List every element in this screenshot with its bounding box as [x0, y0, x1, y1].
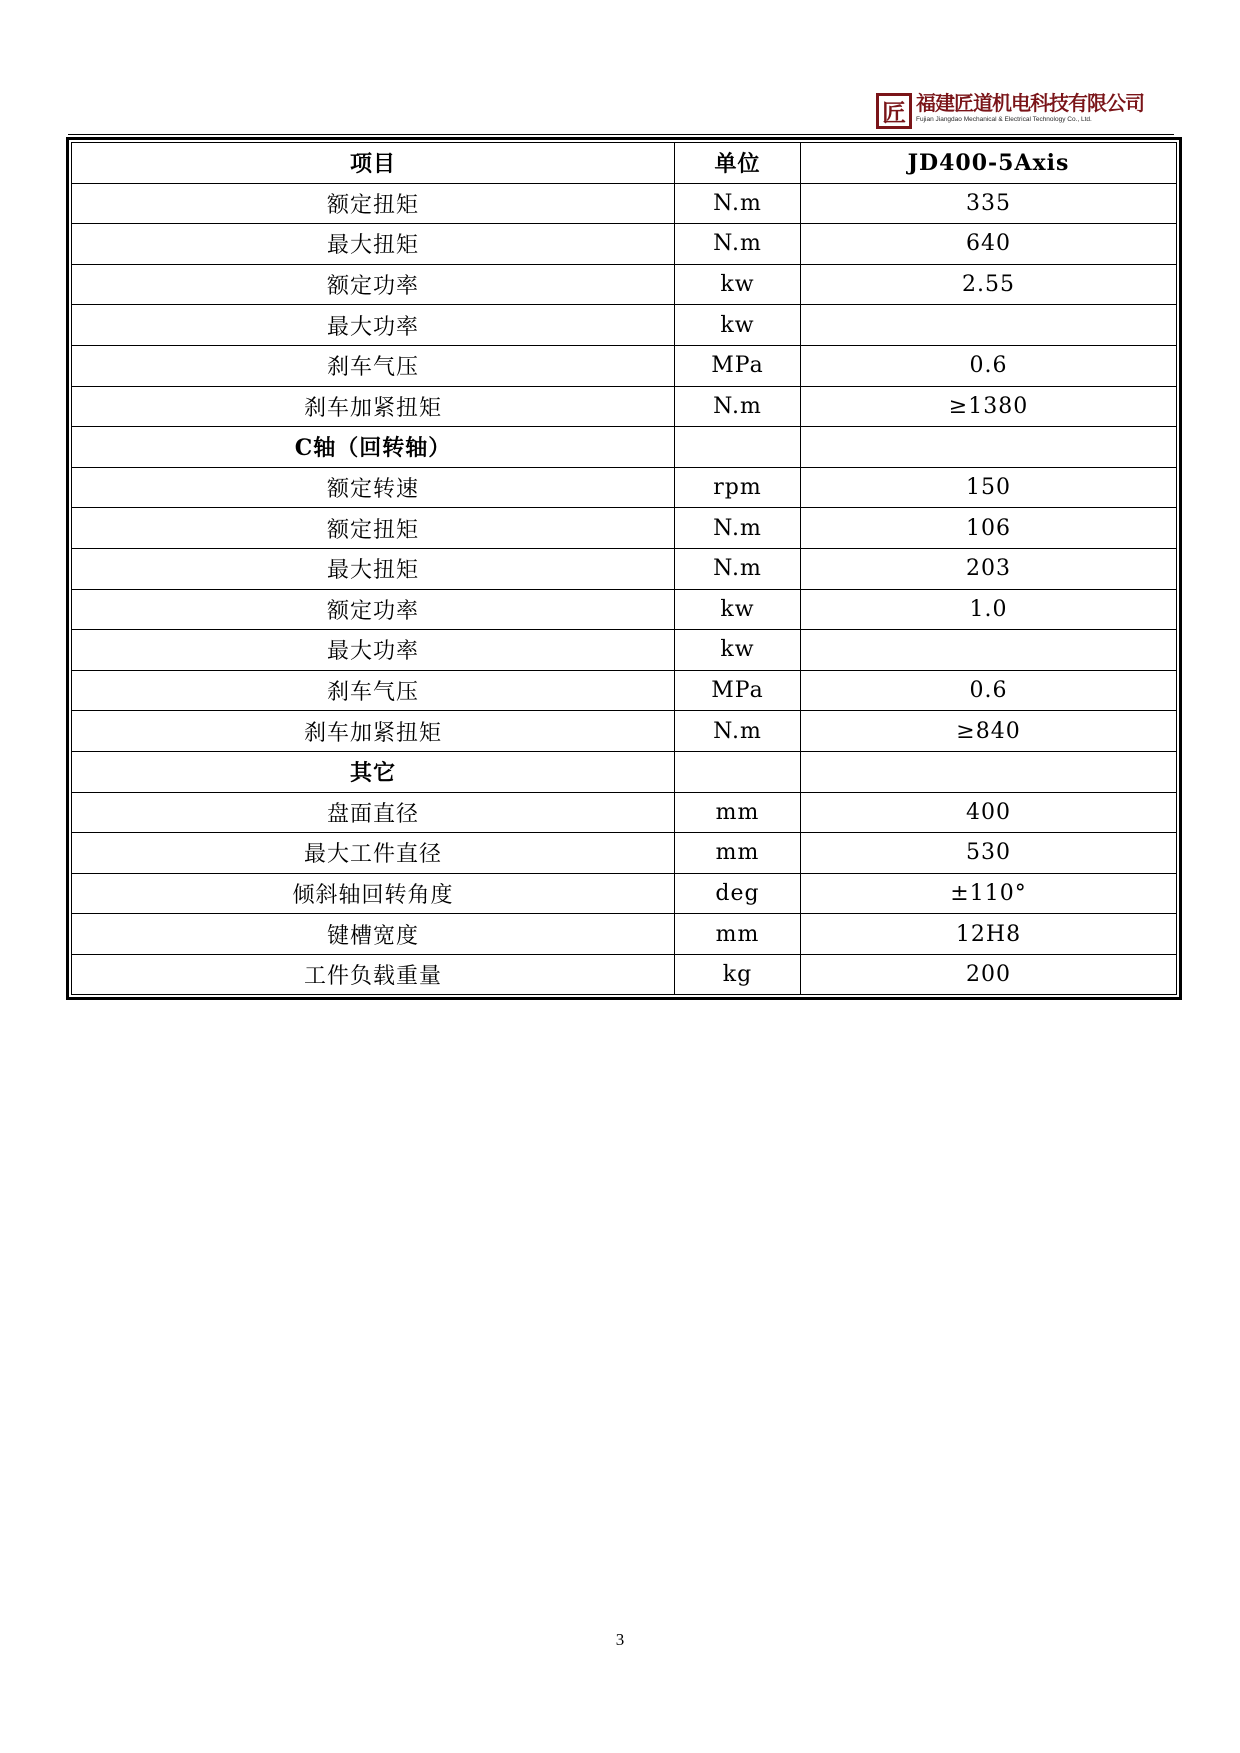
cell-value: 530	[801, 833, 1177, 874]
cell-item: 额定功率	[72, 589, 675, 630]
cell-item: 额定功率	[72, 264, 675, 305]
cell-value: 400	[801, 792, 1177, 833]
cell-unit: kw	[675, 630, 801, 671]
table-row	[72, 589, 1177, 630]
table-row	[72, 711, 1177, 752]
cell-item: 最大工件直径	[72, 833, 675, 874]
table-row	[72, 305, 1177, 346]
spec-table-frame	[66, 137, 1182, 1000]
cell-item: 倾斜轴回转角度	[72, 873, 675, 914]
cell-unit: N.m	[675, 548, 801, 589]
cell-unit: N.m	[675, 508, 801, 549]
cell-unit: kw	[675, 264, 801, 305]
cell-item: 最大功率	[72, 630, 675, 671]
cell-value	[801, 427, 1177, 468]
cell-item: 刹车气压	[72, 345, 675, 386]
cell-value: ±110°	[801, 873, 1177, 914]
table-row	[72, 224, 1177, 265]
cell-value: 0.6	[801, 670, 1177, 711]
page-number: 3	[615, 1630, 625, 1649]
cell-item: 最大扭矩	[72, 548, 675, 589]
cell-value	[801, 630, 1177, 671]
cell-unit: N.m	[675, 711, 801, 752]
cell-item: 刹车加紧扭矩	[72, 711, 675, 752]
cell-value: 335	[801, 183, 1177, 224]
cell-item: 键槽宽度	[72, 914, 675, 955]
cell-unit	[675, 751, 801, 792]
company-name-en: Fujian Jiangdao Mechanical & Electrical Technology Co., Ltd.	[916, 116, 1092, 123]
cell-value: ≥840	[801, 711, 1177, 752]
table-row	[72, 630, 1177, 671]
cell-item: 其它	[72, 751, 675, 792]
cell-value: 640	[801, 224, 1177, 265]
logo-glyph: 匠	[882, 99, 906, 127]
cell-item: 盘面直径	[72, 792, 675, 833]
column-header-item: 项目	[72, 143, 675, 184]
cell-value: 1.0	[801, 589, 1177, 630]
cell-unit	[675, 427, 801, 468]
table-row	[72, 873, 1177, 914]
cell-item: 额定扭矩	[72, 183, 675, 224]
spec-table	[71, 142, 1177, 995]
column-header-model: JD400-5Axis	[801, 143, 1177, 184]
table-row	[72, 792, 1177, 833]
cell-item: 刹车加紧扭矩	[72, 386, 675, 427]
cell-item: 最大功率	[72, 305, 675, 346]
table-row	[72, 833, 1177, 874]
table-row	[72, 670, 1177, 711]
company-name: 福建匠道机电科技有限公司	[916, 91, 1144, 115]
cell-item: 刹车气压	[72, 670, 675, 711]
table-row	[72, 467, 1177, 508]
cell-value: 150	[801, 467, 1177, 508]
header-rule	[68, 134, 1174, 135]
cell-unit: mm	[675, 833, 801, 874]
cell-value: 2.55	[801, 264, 1177, 305]
cell-unit: kw	[675, 589, 801, 630]
cell-unit: kg	[675, 954, 801, 995]
cell-item: 最大扭矩	[72, 224, 675, 265]
cell-value: 203	[801, 548, 1177, 589]
table-row	[72, 345, 1177, 386]
cell-value: 0.6	[801, 345, 1177, 386]
cell-unit: mm	[675, 792, 801, 833]
cell-unit: MPa	[675, 670, 801, 711]
cell-item: 工件负载重量	[72, 954, 675, 995]
company-logo	[876, 90, 1164, 130]
section-row	[72, 427, 1177, 468]
cell-unit: N.m	[675, 386, 801, 427]
cell-value	[801, 305, 1177, 346]
table-row	[72, 548, 1177, 589]
table-row	[72, 954, 1177, 995]
cell-unit: MPa	[675, 345, 801, 386]
cell-unit: mm	[675, 914, 801, 955]
cell-item: 额定转速	[72, 467, 675, 508]
cell-value: ≥1380	[801, 386, 1177, 427]
cell-value: 200	[801, 954, 1177, 995]
table-row	[72, 183, 1177, 224]
cell-unit: N.m	[675, 183, 801, 224]
table-row	[72, 914, 1177, 955]
cell-value: 12H8	[801, 914, 1177, 955]
table-header-row	[72, 143, 1177, 184]
column-header-unit: 单位	[675, 143, 801, 184]
cell-item: C轴（回转轴）	[72, 427, 675, 468]
cell-unit: deg	[675, 873, 801, 914]
table-row	[72, 386, 1177, 427]
cell-value	[801, 751, 1177, 792]
table-row	[72, 508, 1177, 549]
cell-unit: N.m	[675, 224, 801, 265]
table-row	[72, 264, 1177, 305]
company-logo-icon	[876, 93, 912, 129]
cell-unit: kw	[675, 305, 801, 346]
cell-value: 106	[801, 508, 1177, 549]
cell-unit: rpm	[675, 467, 801, 508]
section-row	[72, 751, 1177, 792]
cell-item: 额定扭矩	[72, 508, 675, 549]
